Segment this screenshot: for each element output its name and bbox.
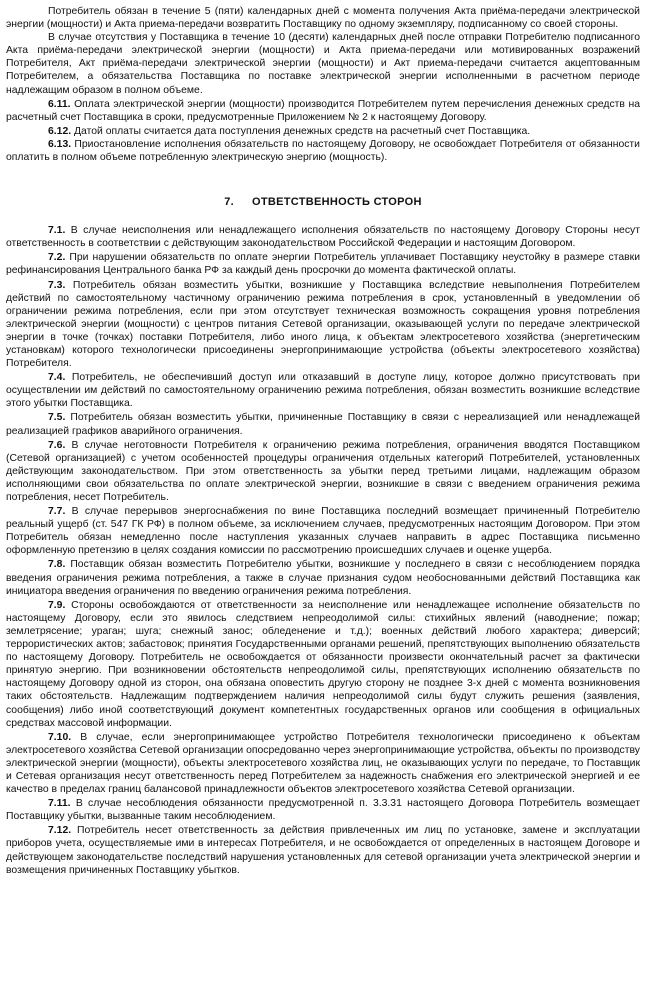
clause-7-6 [6, 439, 640, 504]
clause-number: 7.1. [48, 225, 66, 237]
clause-text: Стороны освобождаются от ответственности за неисполнение или ненадлежащее исполнение обязательств по настоящему Договору, если это явилось следствием непреодолимой силы: стихийных явлений (наводнение; пожар; землетрясение; ураган; шуга; снежный занос; обледенение и т.д.); военных действий любого характера; диверсий; террористических актов; забастовок; принятия Государственными органами решений, препятствующих выполнению обязательств по настоящему Договору. Потребитель не освобождается от обязанности произвести окончательный расчет за фактически принятую энергию. При возникновении обстоятельств непреодолимой силы, препятствующих исполнению обязательств по настоящему Договору одной из сторон, она обязана оповестить другую сторону не позднее 3-х дней с момента возникновения таких обстоятельств. Надлежащим подтверждением наличия непреодолимой силы будут служить решения (заявления, сообщения) либо иной соответствующий документ компетентных государственных органов или сообщения в официальных средствах массовой информации. [6, 599, 640, 729]
clause-number: 7.4. [48, 372, 66, 384]
clause-text: При нарушении обязательств по оплате энергии Потребитель уплачивает Поставщику неустойку в размере ставки рефинансирования Центрального банка РФ за каждый день просрочки до момента фактической оплаты. [6, 252, 641, 277]
clause-number: 6.12. [48, 125, 72, 137]
clause-7-7 [6, 505, 640, 557]
clause-text: В случае перерывов энергоснабжения по вине Поставщика последний возмещает причиненный Потребителю реальный ущерб (ст. 547 ГК РФ) в полном объеме, за исключением случаев, предусмотренных настоящим Договором. При этом Потребитель обязан немедленно после наступления указанных случаев направить в адрес Поставщика письменно оформленную претензию в целях создания комиссии по рассмотрению происшедших случаев и оценке ущерба. [6, 506, 640, 557]
section-title-text: ОТВЕТСТВЕННОСТЬ СТОРОН [252, 196, 422, 209]
clause-7-12 [6, 824, 640, 876]
intro-paragraph-2: В случае отсутствия у Поставщика в течение 10 (десяти) календарных дней после отправки Потребителю подписанного Акта приёма-передачи электрической энергии (мощности) и Акта приема-передачи или мотивированных возражений Потребителя, Акт приёма-передачи электрической энергии (мощности) и Акт приема-передачи считается акцептованным Потребителем, а обязательства Поставщика по поставке электрической энергии исполненными в расчетном периоде надлежащим образом в полном объеме. [6, 32, 640, 96]
clause-number: 7.8. [48, 559, 66, 571]
clause-number: 7.12. [48, 825, 72, 837]
clause-text: В случае несоблюдения обязанности предусмотренной п. 3.3.31 настоящего Договора Потребитель возмещает Поставщику убытки, вызванные таким несоблюдением. [6, 798, 641, 823]
section-number: 7. [224, 196, 235, 209]
clause-7-8 [6, 558, 640, 597]
clause-text: Поставщик обязан возместить Потребителю убытки, возникшие у последнего в связи с несоблюдением порядка введения ограничения режима потребления, а также в случае признания судом необоснованными действий Поставщика как инициатора введения ограничения по введению ограничения режима потребления. [6, 559, 640, 597]
clause-7-1 [6, 224, 640, 250]
clause-7-10 [6, 731, 640, 796]
clause-number: 6.11. [48, 98, 71, 110]
clause-6-13 [6, 138, 640, 164]
clause-text: Потребитель несет ответственность за действия привлеченных им лиц по установке, замене и эксплуатации приборов учета, осуществляемые ими в интересах Потребителя, и не освобождается от определенных в настоящем Договоре и действующем законодательстве последствий нарушения установленных для сетевой организации учета электрической энергии и возмещения причиненных Поставщику убытков. [6, 825, 641, 876]
clause-7-9 [6, 599, 640, 730]
clause-text: Потребитель обязан возместить убытки, причиненные Поставщику в связи с нереализацией или ненадлежащей реализацией графиков аварийного ограничения. [6, 412, 640, 437]
clause-number: 7.9. [48, 599, 66, 611]
clause-text: Потребитель обязан возместить убытки, возникшие у Поставщика вследствие невыполнения Потребителем действий по самостоятельному частичному ограничению режима потребления в срок, установленный в уведомлении об ограничении режима потребления, если при этом отсутствует техническая возможность сокращения уровня потребления электрической энергии (мощности) с центров питания Сетевой организации, оказывающей услуги по передаче электрической энергии в точке (точках) поставки Потребителя, либо иного лица, к объектам электросетевого хозяйства (энергетическим установкам) которого технологически присоединены энергопринимающие устройства (объекты электросетевого хозяйства) Потребителя. [6, 279, 641, 370]
clause-number: 7.7. [48, 506, 66, 518]
intro-paragraph-1: Потребитель обязан в течение 5 (пяти) календарных дней с момента получения Акта приёма-передачи электрической энергии (мощности) и Акта приема-передачи возвратить Поставщику по одному экземпляру, подписанному со своей стороны. [6, 6, 640, 31]
clause-number: 7.10. [48, 731, 72, 743]
clause-6-11 [6, 98, 640, 124]
clause-text: Приостановление исполнения обязательств по настоящему Договору, не освобождает Потребителя от обязанности оплатить в полном объеме потребленную электрическую энергию (мощность). [6, 138, 640, 164]
clause-7-3 [6, 279, 640, 371]
clause-number: 7.2. [48, 252, 66, 264]
clause-number: 7.11. [48, 798, 71, 810]
clause-text: Потребитель, не обеспечивший доступ или отказавший в доступе лицу, которое должно присутствовать при осуществлении им действий по самостоятельному ограничению режима потребления, обязан возместить возникшие вследствие этого убытки Поставщика. [6, 372, 640, 410]
clause-text: В случае неготовности Потребителя к ограничению режима потребления, ограничения вводятся Поставщиком (Сетевой организацией) с учетом особенностей процедуры ограничения отдельных категорий Потребителей, установленных действующим законодательством. При этом ответственность за убытки перед третьими лицами, надлежащим образом исполняющими свои обязательства по оплате электрической энергии, возникшие в связи с введением ограничения режима потребления, несет Потребитель. [6, 439, 641, 503]
clause-6-12 [6, 125, 640, 138]
clause-number: 6.13. [48, 138, 72, 150]
clause-number: 7.5. [48, 412, 66, 424]
clause-number: 7.6. [48, 439, 66, 451]
clause-text: Оплата электрической энергии (мощности) производится Потребителем путем перечисления денежных средств на расчетный счет Поставщика в сроки, предусмотренные Приложением № 2 к настоящему Договору. [6, 98, 640, 123]
clause-number: 7.3. [48, 279, 66, 291]
clause-7-5 [6, 411, 640, 437]
clause-7-2 [6, 251, 640, 277]
section-heading [6, 196, 640, 208]
clause-text: Датой оплаты считается дата поступления денежных средств на расчетный счет Поставщика. [74, 125, 531, 137]
clause-7-11 [6, 797, 640, 823]
clause-7-4 [6, 371, 640, 410]
clause-text: В случае, если энергопринимающее устройство Потребителя технологически присоединено к объектам электросетевого хозяйства Сетевой организации опосредованно через энергопринимающие устройства, объекты по производству электрической энергии (мощности), объекты электросетевого хозяйства лиц, не оказывающих услуги по передаче, то Поставщик и Сетевая организация несут ответственность перед Потребителем за надежность снабжения его электрической энергией и ее качество в пределах границ балансовой принадлежности объектов электросетевого хозяйства Сетевой организации. [6, 731, 640, 796]
clause-text: В случае неисполнения или ненадлежащего исполнения обязательств по настоящему Договору Стороны несут ответственность в соответствии с действующим законодательством Российской Федерации и настоящим Договором. [6, 225, 640, 250]
